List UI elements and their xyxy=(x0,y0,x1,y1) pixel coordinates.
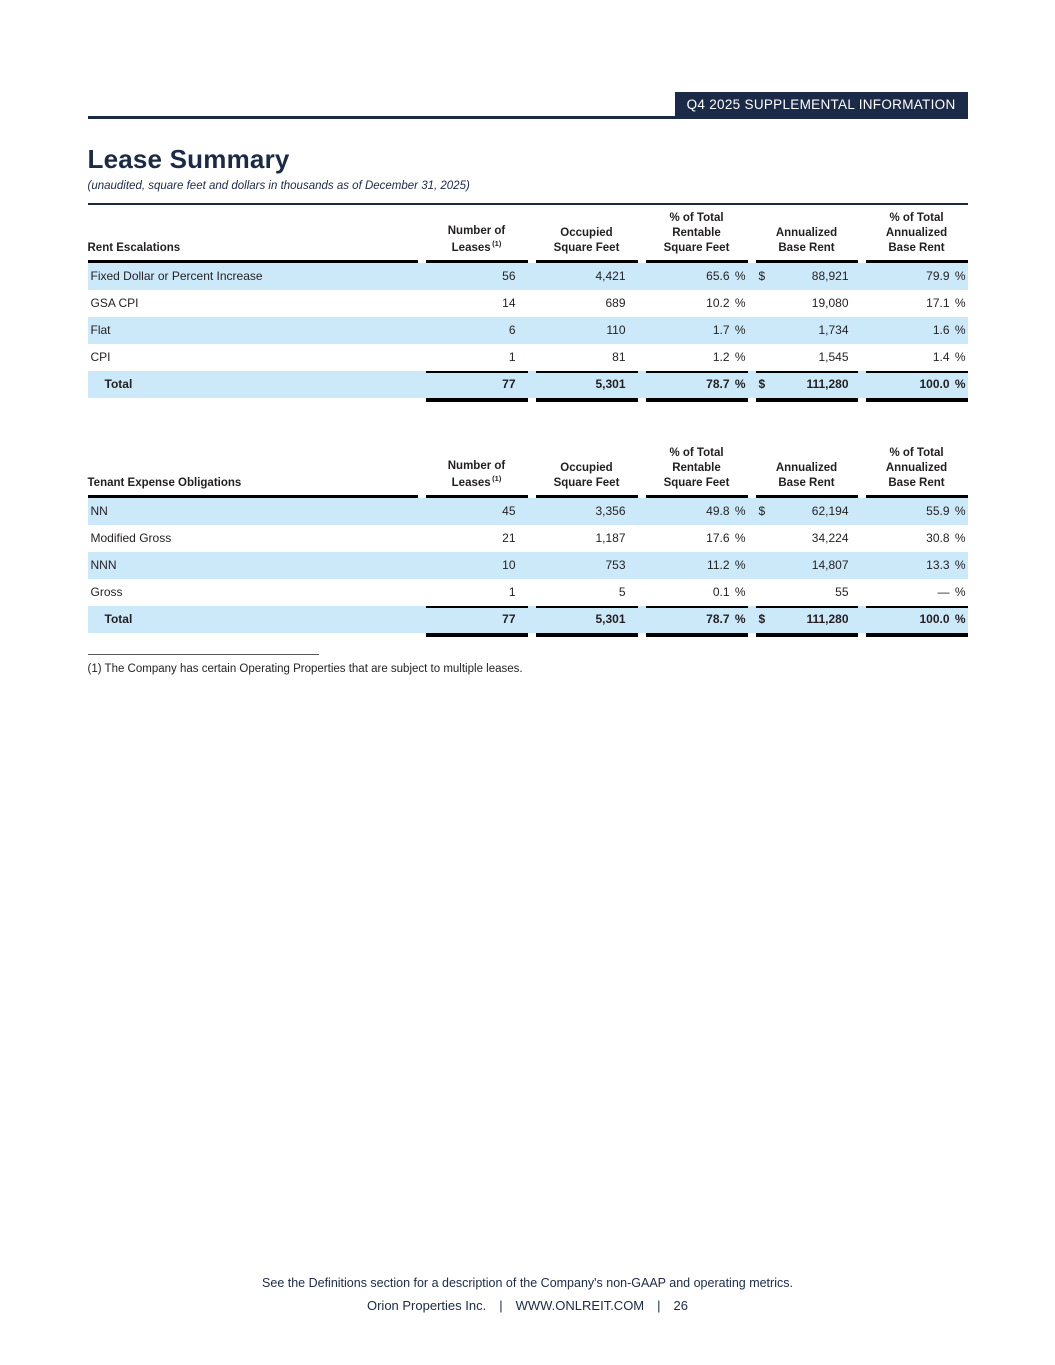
cell-percent xyxy=(866,525,968,552)
cell-percent xyxy=(646,290,748,317)
cell-value: 1.4 xyxy=(932,350,950,364)
table-header-row xyxy=(88,205,968,263)
cell-value: 111,280 xyxy=(806,377,849,391)
column-header-line: Annualized xyxy=(885,462,948,475)
cell-currency xyxy=(756,317,858,344)
column-header-line: % of Total xyxy=(669,212,724,225)
rule-gap xyxy=(88,635,418,639)
cell-number: 753 xyxy=(605,558,626,572)
column-header xyxy=(646,440,748,498)
percent-sign: % xyxy=(954,323,966,337)
column-header xyxy=(536,440,638,498)
percent-sign: % xyxy=(734,323,746,337)
percent-sign: % xyxy=(954,296,966,310)
cell-percent xyxy=(866,552,968,579)
table-row xyxy=(88,290,968,317)
cell-value: 17.6 xyxy=(706,531,730,545)
table-label-header-text: Rent Escalations xyxy=(87,242,181,255)
column-header-line: Square Feet xyxy=(663,477,730,490)
percent-sign: % xyxy=(734,612,746,626)
column-header-line: Base Rent xyxy=(778,477,835,490)
cell-value: — xyxy=(937,585,950,599)
cell-value: 100.0 xyxy=(919,612,950,626)
column-header xyxy=(426,440,528,498)
column-header-line: Number of xyxy=(447,225,506,238)
column-header xyxy=(866,440,968,498)
cell-value: 1.6 xyxy=(932,323,950,337)
cell-value: 11.2 xyxy=(707,558,730,572)
rule-segment xyxy=(426,400,528,404)
table-label-header xyxy=(88,440,418,498)
footer-identity-line xyxy=(0,1298,1055,1313)
column-header-line: % of Total xyxy=(669,447,724,460)
column-header-footnote-marker: (1) xyxy=(490,239,502,249)
cell-value: 13.3 xyxy=(926,558,950,572)
column-header xyxy=(536,205,638,263)
table-row xyxy=(88,579,968,606)
row-label: Fixed Dollar or Percent Increase xyxy=(90,269,263,283)
cell-currency xyxy=(756,552,858,579)
cell-number: 14 xyxy=(502,296,516,310)
cell-percent xyxy=(866,344,968,373)
percent-sign: % xyxy=(954,558,966,572)
percent-sign: % xyxy=(954,377,966,391)
cell-number: 5,301 xyxy=(536,371,638,400)
row-label: Total xyxy=(104,377,133,391)
cell-number: 4,421 xyxy=(595,269,626,283)
definitions-note: See the Definitions section for a description of the Company's non-GAAP and operating metrics. xyxy=(262,1276,793,1290)
currency-symbol: $ xyxy=(758,377,766,391)
column-header-line: Base Rent xyxy=(888,477,945,490)
cell-currency xyxy=(756,263,858,290)
cell-percent xyxy=(646,317,748,344)
cell-value: 17.1 xyxy=(926,296,950,310)
column-header-line: % of Total xyxy=(889,212,944,225)
cell-value: 10.2 xyxy=(706,296,730,310)
column-header-line: Occupied xyxy=(560,227,613,240)
cell-number: 77 xyxy=(426,606,528,635)
cell-value: 14,807 xyxy=(811,558,849,572)
table-row xyxy=(88,317,968,344)
column-header-footnote-marker: (1) xyxy=(490,474,502,484)
cell-number: 689 xyxy=(605,296,626,310)
cell-currency xyxy=(756,344,858,373)
column-header-line: Square Feet xyxy=(553,477,620,490)
cell-value: 100.0 xyxy=(919,377,950,391)
footer-separator: | xyxy=(657,1298,661,1313)
rule-segment xyxy=(646,635,748,639)
rule-gap xyxy=(88,400,418,404)
cell-number: 45 xyxy=(502,504,516,518)
percent-sign: % xyxy=(734,350,746,364)
column-header xyxy=(756,205,858,263)
table-label-header xyxy=(88,205,418,263)
currency-symbol: $ xyxy=(758,504,766,518)
page-number: 26 xyxy=(673,1298,688,1313)
cell-number: 110 xyxy=(606,323,626,337)
column-header-line: Number of xyxy=(447,460,506,473)
percent-sign: % xyxy=(734,296,746,310)
cell-percent xyxy=(866,498,968,525)
column-header-line: Square Feet xyxy=(553,242,620,255)
header-rule xyxy=(88,92,968,119)
footnote-text: (1) The Company has certain Operating Properties that are subject to multiple leases. xyxy=(87,663,523,675)
cell-value: 30.8 xyxy=(926,531,950,545)
cell-percent xyxy=(646,606,748,635)
rule-segment xyxy=(426,635,528,639)
cell-value: 78.7 xyxy=(706,612,730,626)
cell-value: 34,224 xyxy=(811,531,849,545)
cell-number: 1,187 xyxy=(595,531,626,545)
cell-percent xyxy=(866,317,968,344)
row-label: GSA CPI xyxy=(90,296,139,310)
cell-value: 79.9 xyxy=(926,269,950,283)
rule-segment xyxy=(536,635,638,639)
percent-sign: % xyxy=(734,558,746,572)
cell-currency xyxy=(756,371,858,400)
cell-currency xyxy=(756,290,858,317)
currency-symbol: $ xyxy=(758,269,766,283)
cell-value: 65.6 xyxy=(706,269,730,283)
rent-escalations-table xyxy=(88,205,968,404)
cell-value: 1.2 xyxy=(712,350,730,364)
percent-sign: % xyxy=(734,531,746,545)
currency-symbol: $ xyxy=(758,612,766,626)
column-header xyxy=(866,205,968,263)
cell-value: 55 xyxy=(835,585,849,599)
row-label: NN xyxy=(90,504,108,518)
percent-sign: % xyxy=(734,377,746,391)
footer-separator: | xyxy=(499,1298,503,1313)
table-bottom-rule xyxy=(88,400,968,404)
cell-number: 1 xyxy=(426,579,528,608)
column-header-line: Rentable xyxy=(672,462,721,475)
cell-number: 5,301 xyxy=(536,606,638,635)
percent-sign: % xyxy=(954,612,966,626)
column-header xyxy=(426,205,528,263)
column-header-line: Annualized xyxy=(885,227,948,240)
rule-segment xyxy=(756,400,858,404)
column-header xyxy=(646,205,748,263)
column-header xyxy=(756,440,858,498)
rule-segment xyxy=(866,635,968,639)
percent-sign: % xyxy=(954,350,966,364)
cell-value: 1,545 xyxy=(818,350,849,364)
percent-sign: % xyxy=(734,504,746,518)
cell-value: 19,080 xyxy=(811,296,849,310)
percent-sign: % xyxy=(954,269,966,283)
table-row xyxy=(88,344,968,371)
cell-number: 10 xyxy=(502,558,516,572)
cell-number: 1 xyxy=(426,344,528,373)
table-row xyxy=(88,263,968,290)
row-label: CPI xyxy=(90,350,111,364)
column-header-line: Annualized xyxy=(775,462,838,475)
cell-percent xyxy=(646,371,748,400)
cell-percent xyxy=(646,498,748,525)
cell-percent xyxy=(866,579,968,608)
cell-percent xyxy=(866,371,968,400)
table-row xyxy=(88,498,968,525)
cell-number: 5 xyxy=(536,579,638,608)
percent-sign: % xyxy=(954,585,966,599)
cell-currency xyxy=(756,525,858,552)
percent-sign: % xyxy=(954,531,966,545)
rule-segment xyxy=(866,400,968,404)
table-total-row xyxy=(88,371,968,398)
cell-percent xyxy=(646,579,748,608)
percent-sign: % xyxy=(954,504,966,518)
table-row xyxy=(88,525,968,552)
footnote-divider xyxy=(88,654,319,655)
percent-sign: % xyxy=(734,269,746,283)
cell-value: 88,921 xyxy=(811,269,849,283)
cell-value: 62,194 xyxy=(811,504,849,518)
cell-value: 0.1 xyxy=(712,585,730,599)
cell-number: 3,356 xyxy=(595,504,626,518)
cell-value: 49.8 xyxy=(706,504,730,518)
column-header-line: Base Rent xyxy=(778,242,835,255)
table-header-row xyxy=(88,440,968,498)
column-header-line: Annualized xyxy=(775,227,838,240)
column-header-line: Square Feet xyxy=(663,242,730,255)
company-name: Orion Properties Inc. xyxy=(366,1298,487,1313)
page-content xyxy=(88,0,968,675)
rule-segment xyxy=(536,400,638,404)
percent-sign: % xyxy=(734,585,746,599)
cell-percent xyxy=(866,263,968,290)
cell-currency xyxy=(756,606,858,635)
column-header-line: Base Rent xyxy=(888,242,945,255)
rule-segment xyxy=(756,635,858,639)
report-banner: Q4 2025 SUPPLEMENTAL INFORMATION xyxy=(675,92,968,116)
cell-number: 6 xyxy=(508,323,516,337)
company-website: WWW.ONLREIT.COM xyxy=(515,1298,645,1313)
cell-percent xyxy=(866,606,968,635)
table-label-header-text: Tenant Expense Obligations xyxy=(87,477,242,490)
cell-value: 111,280 xyxy=(806,612,849,626)
page-footer xyxy=(0,1276,1055,1313)
column-header-line: Occupied xyxy=(560,462,613,475)
cell-currency xyxy=(756,579,858,608)
row-label: Flat xyxy=(90,323,111,337)
column-header-line: Leases $^{(1)}$ xyxy=(451,474,502,490)
cell-percent xyxy=(646,525,748,552)
page-subtitle: (unaudited, square feet and dollars in thousands as of December 31, 2025) xyxy=(87,180,470,192)
cell-percent xyxy=(866,290,968,317)
cell-percent xyxy=(646,552,748,579)
rule-segment xyxy=(646,400,748,404)
row-label: Total xyxy=(104,612,133,626)
table-row xyxy=(88,552,968,579)
column-header-line: Rentable xyxy=(672,227,721,240)
cell-number: 81 xyxy=(536,344,638,373)
cell-number: 77 xyxy=(426,371,528,400)
cell-number: 21 xyxy=(502,531,516,545)
column-header-line: % of Total xyxy=(889,447,944,460)
cell-number: 56 xyxy=(502,269,516,283)
cell-currency xyxy=(756,498,858,525)
cell-percent xyxy=(646,263,748,290)
row-label: Gross xyxy=(90,585,123,599)
table-total-row xyxy=(88,606,968,633)
row-label: Modified Gross xyxy=(90,531,172,545)
table-bottom-rule xyxy=(88,635,968,639)
cell-percent xyxy=(646,344,748,373)
cell-value: 78.7 xyxy=(706,377,730,391)
tenant-expense-obligations-table xyxy=(88,440,968,639)
page-title: Lease Summary xyxy=(87,144,290,174)
cell-value: 1,734 xyxy=(818,323,849,337)
cell-value: 55.9 xyxy=(926,504,950,518)
row-label: NNN xyxy=(90,558,117,572)
column-header-line: Leases $^{(1)}$ xyxy=(451,239,502,255)
cell-value: 1.7 xyxy=(712,323,730,337)
